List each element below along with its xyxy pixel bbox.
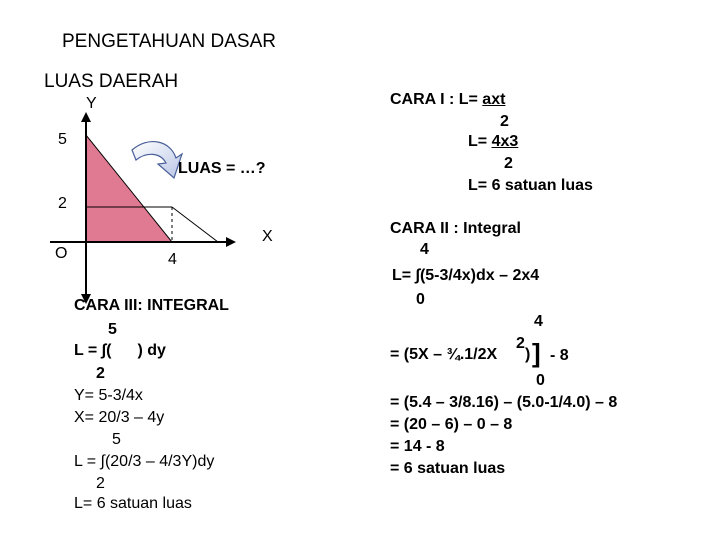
curved-arrow bbox=[132, 142, 182, 178]
integral-symbol: ∫ bbox=[100, 453, 105, 470]
cara2-step3: = 14 - 8 bbox=[390, 438, 445, 455]
cara3-result: L= 6 satuan luas bbox=[74, 495, 192, 512]
y-axis-label: Y bbox=[86, 95, 97, 112]
cara2-eval-b: - 8 bbox=[550, 347, 569, 364]
cara1-line1-numerator: axt bbox=[482, 91, 506, 108]
cara1-line3-prefix: L= bbox=[468, 133, 492, 150]
integral-symbol: ∫ bbox=[101, 342, 107, 359]
cara2-lower-limit: 0 bbox=[416, 291, 425, 308]
tick-y-5: 5 bbox=[58, 131, 67, 148]
cara2-step4: = 6 satuan luas bbox=[390, 460, 506, 477]
slide-subtitle: LUAS DAERAH bbox=[44, 71, 179, 92]
cara3-eq2: X= 20/3 – 4y bbox=[74, 409, 165, 426]
graph-line bbox=[172, 207, 218, 242]
x-axis-label: X bbox=[262, 228, 273, 245]
cara2-step1: = (5.4 – 3/8.16) – (5.0-1/4.0) – 8 bbox=[390, 394, 618, 411]
cara1-line5: L= 6 satuan luas bbox=[468, 177, 593, 194]
cara1-line1-prefix: CARA I : L= bbox=[390, 91, 483, 108]
cara2-heading: CARA II : Integral bbox=[390, 220, 521, 237]
cara2-expr-body: (5-3/4x)dx – 2x4 bbox=[419, 267, 540, 284]
cara3-expression-2 bbox=[74, 454, 214, 470]
cara3-expr2-body: (20/3 – 4/3Y)dy bbox=[104, 453, 215, 470]
integral-symbol: ∫ bbox=[415, 267, 420, 284]
cara2-eval-a: = (5X – ¾.1/2X bbox=[390, 346, 498, 363]
cara2-step2: = (20 – 6) – 0 – 8 bbox=[390, 416, 513, 433]
tick-y-2: 2 bbox=[58, 195, 67, 212]
cara3-expr-open: ( bbox=[106, 342, 112, 359]
area-question-label: LUAS = …? bbox=[178, 160, 266, 177]
x-axis-arrow bbox=[226, 237, 236, 247]
cara1-line4: 2 bbox=[504, 155, 513, 172]
cara3-upper-limit-2: 5 bbox=[112, 431, 121, 448]
cara3-expr-close: ) dy bbox=[137, 342, 166, 359]
cara3-expr-prefix: L = bbox=[74, 342, 102, 359]
cara3-expression bbox=[74, 343, 166, 359]
tick-x-4: 4 bbox=[168, 251, 177, 268]
cara1-line3 bbox=[468, 134, 518, 150]
cara3-eq1: Y= 5-3/4x bbox=[74, 387, 143, 404]
cara2-eval-bracket: ] bbox=[532, 338, 541, 368]
cara2-eval-exponent: 2 bbox=[516, 335, 525, 352]
origin-label: O bbox=[55, 245, 68, 262]
cara3-heading: CARA III: INTEGRAL bbox=[74, 297, 229, 314]
cara2-upper-limit-2: 4 bbox=[534, 313, 543, 330]
slide-title: PENGETAHUAN DASAR bbox=[62, 31, 276, 52]
cara1-line3-numerator: 4x3 bbox=[491, 133, 519, 150]
cara3-upper-limit: 5 bbox=[108, 321, 117, 338]
cara2-eval-close: ) bbox=[525, 346, 531, 363]
cara3-lower-limit: 2 bbox=[96, 365, 105, 382]
cara1-line2: 2 bbox=[500, 113, 509, 130]
cara2-lower-limit-2: 0 bbox=[536, 372, 545, 389]
cara3-expr2-prefix: L = bbox=[74, 453, 101, 470]
cara2-expr-prefix: L= bbox=[392, 267, 416, 284]
cara2-expression bbox=[392, 268, 539, 284]
cara3-lower-limit-2: 2 bbox=[96, 475, 105, 492]
cara2-upper-limit: 4 bbox=[420, 241, 429, 258]
y-axis-arrow bbox=[81, 112, 91, 122]
cara1-line1 bbox=[390, 92, 505, 108]
